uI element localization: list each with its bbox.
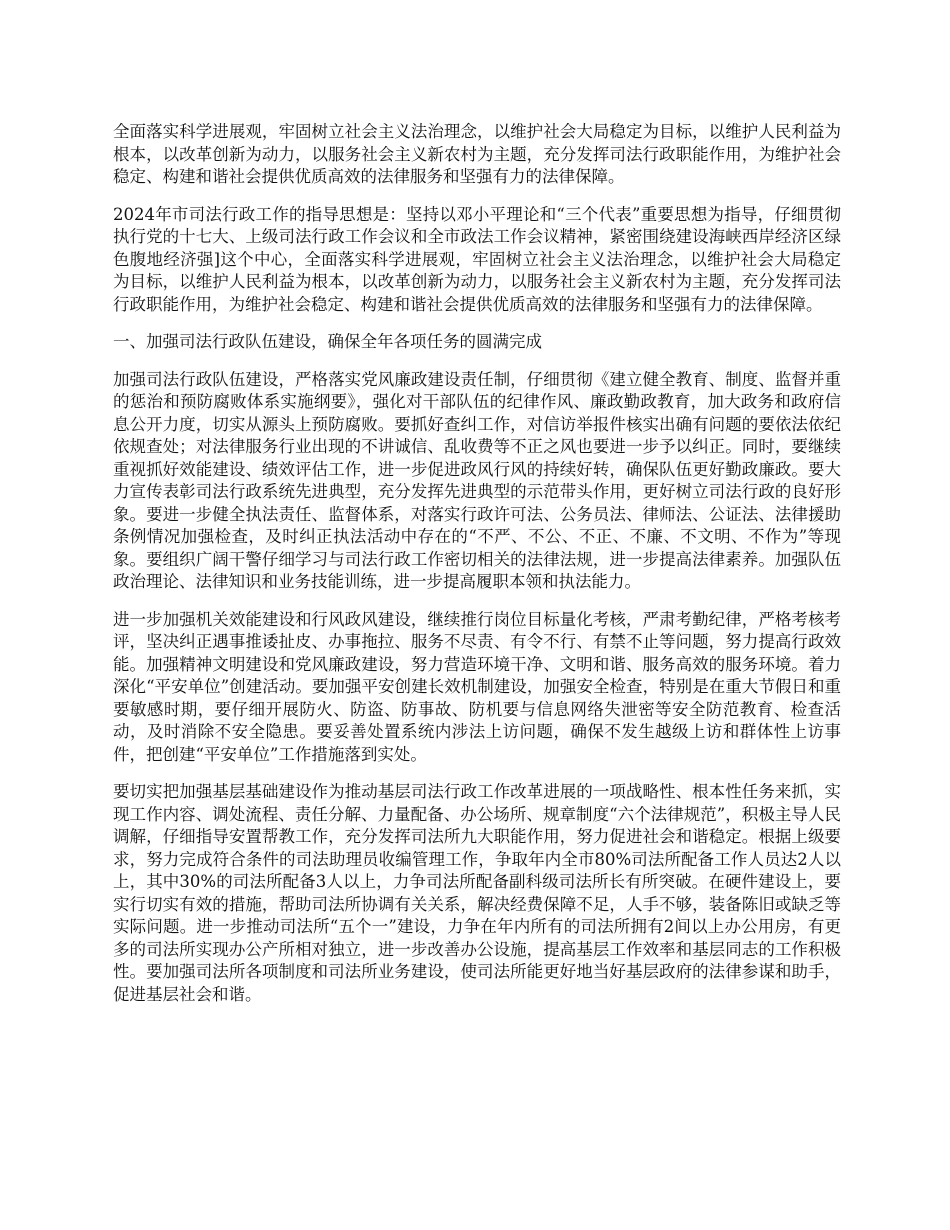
paragraph-efficiency: 进一步加强机关效能建设和行风政风建设，继续推行岗位目标量化考核，严肃考勤纪律，严格考核考评，坚决纠正遇事推诿扯皮、办事拖拉、服务不尽责、有令不行、有禁不止等问题，努力提高行政效能。加强精神文明建设和党风廉政建设，努力营造环境干净、文明和谐、服务高效的服务环境。着力深化“平安单位”创建活动。要加强平安创建长效机制建设，加强安全检查，特别是在重大节假日和重要敏感时期，要仔细开展防火、防盗、防事故、防机要与信息网络失泄密等安全防范教育、检查活动，及时消除不安全隐患。要妥善处置系统内涉法上访问题，确保不发生越级上访和群体性上访事件，把创建“平安单位”工作措施落到实处。 <box>113 609 841 764</box>
paragraph-guiding-ideology: 2024年市司法行政工作的指导思想是：坚持以邓小平理论和“三个代表”重要思想为指导，仔细贯彻执行党的十七大、上级司法行政工作会议和全市政法工作会议精神，紧密围绕建设海峡西岸经济区绿色腹地经济强]这个中心，全面落实科学进展观，牢固树立社会主义法治理念，以维护社会大局稳定为目标，以维护人民利益为根本，以改革创新为动力，以服务社会主义新农村为主题，充分发挥司法行政职能作用，为维护社会稳定、构建和谐社会提供优质高效的法律服务和坚强有力的法律保障。 <box>113 204 841 314</box>
document-body <box>113 121 841 1021</box>
paragraph-grassroots: 要切实把加强基层基础建设作为推动基层司法行政工作改革进展的一项战略性、根本性任务来抓，实现工作内容、调处流程、责任分解、力量配备、办公场所、规章制度“六个法律规范”，积极主导人民调解，仔细指导安置帮教工作，充分发挥司法所九大职能作用，努力促进社会和谐稳定。根据上级要求，努力完成符合条件的司法助理员收编管理工作，争取年内全市80%司法所配备工作人员达2人以上，其中30%的司法所配备3人以上，力争司法所配备副科级司法所长有所突破。在硬件建设上，要实行切实有效的措施，帮助司法所协调有关关系，解决经费保障不足，人手不够，装备陈旧或缺乏等实际问题。进一步推动司法所“五个一”建设，力争在年内所有的司法所拥有2间以上办公用房，有更多的司法所实现办公产所相对独立，进一步改善办公设施，提高基层工作效率和基层同志的工作积极性。要加强司法所各项制度和司法所业务建设，使司法所能更好地当好基层政府的法律参谋和助手，促进基层社会和谐。 <box>113 782 841 1004</box>
section-heading-1: 一、加强司法行政队伍建设，确保全年各项任务的圆满完成 <box>113 332 542 351</box>
paragraph-intro: 全面落实科学进展观，牢固树立社会主义法治理念，以维护社会大局稳定为目标，以维护人民利益为根本，以改革创新为动力，以服务社会主义新农村为主题，充分发挥司法行政职能作用，为维护社会稳定、构建和谐社会提供优质高效的法律服务和坚强有力的法律保障。 <box>113 122 841 186</box>
paragraph-team-building: 加强司法行政队伍建设，严格落实党风廉政建设责任制，仔细贯彻《建立健全教育、制度、监督并重的惩治和预防腐败体系实施纲要》，强化对干部队伍的纪律作风、廉政勤政教育，加大政务和政府信息公开力度，切实从源头上预防腐败。要抓好查纠工作，对信访举报件核实出确有问题的要依法依纪依规查处；对法律服务行业出现的不讲诚信、乱收费等不正之风也要进一步予以纠正。同时，要继续重视抓好效能建设、绩效评估工作，进一步促进政风行风的持续好转，确保队伍更好勤政廉政。要大力宣传表彰司法行政系统先进典型，充分发挥先进典型的示范带头作用，更好树立司法行政的良好形象。要进一步健全执法责任、监督体系，对落实行政许可法、公务员法、律师法、公证法、法律援助条例情况加强检查，及时纠正执法活动中存在的“不严、不公、不正、不廉、不文明、不作为”等现象。要组织广阔干警仔细学习与司法行政工作密切相关的法律法规，进一步提高法律素养。加强队伍政治理论、法律知识和业务技能训练，进一步提高履职本领和执法能力。 <box>113 369 841 591</box>
